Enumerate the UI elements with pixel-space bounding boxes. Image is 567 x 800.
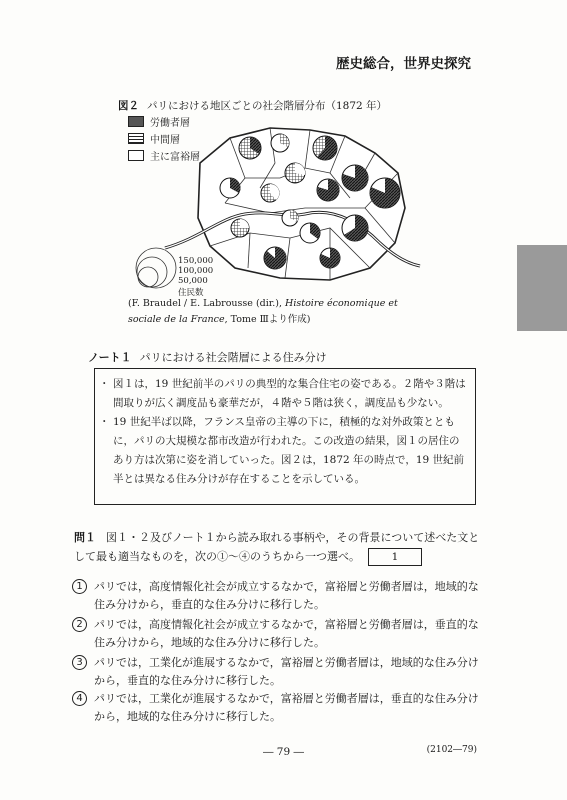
answer-box[interactable]: 1 [368, 548, 422, 566]
legend-swatch-middle [128, 133, 144, 144]
source-title: sociale de la France [128, 314, 225, 325]
legend-label: 中間層 [150, 135, 180, 146]
choice-number: 2 [72, 617, 87, 632]
choice-4[interactable] [76, 690, 484, 726]
legend-swatch-wealthy [128, 150, 144, 161]
choice-text: パリでは，工業化が進展するなかで，富裕層と労働者層は，地域的な住み分けから，垂直的な住み分けに移行した。 [94, 656, 479, 687]
choice-number: 3 [72, 655, 87, 670]
note-label: ノート１ [88, 351, 132, 364]
map-legend [128, 113, 200, 164]
scale-label: 住民数 [178, 288, 204, 298]
question-number: 問１ [74, 531, 96, 544]
page-code: (2102―79) [426, 745, 477, 755]
choice-number: 4 [72, 691, 87, 706]
section-title: 歴史総合，世界史探究 [336, 56, 471, 72]
legend-label: 労働者層 [150, 118, 190, 129]
note-title: パリにおける社会階層による住み分け [139, 351, 327, 364]
side-index-tab [517, 245, 567, 331]
note-heading [88, 349, 327, 365]
question [74, 528, 484, 566]
scale-value: 100,000 [178, 266, 214, 276]
scale-value: 50,000 [178, 276, 208, 286]
source-title: Histoire économique et [285, 298, 398, 309]
figure-source [128, 296, 488, 328]
choice-1[interactable] [76, 578, 484, 614]
page-number: ― 79 ― [262, 746, 305, 758]
figure-title: パリにおける地区ごとの社会階層分布（1872 年） [147, 100, 388, 112]
note-bullet: ・ 19 世紀半ば以降，フランス皇帝の主導の下に，積極的な対外政策とともに，パリの大規模な都市改造が行われた。この改造の結果，図１の居住のあり方は次第に姿を消していった。図２は，1872 年の時点で，19 世紀前半とは異なる住み分けが存在することを示している。 [103, 413, 467, 489]
figure-label: 図２ [118, 100, 139, 112]
choice-text: パリでは，高度情報化社会が成立するなかで，富裕層と労働者層は，垂直的な住み分けから，地域的な住み分けに移行した。 [94, 618, 479, 649]
source-text: , Tome Ⅲより作成) [224, 314, 311, 325]
legend-label: 主に富裕層 [150, 152, 200, 163]
choice-text: パリでは，高度情報化社会が成立するなかで，富裕層と労働者層は，地域的な住み分けから，垂直的な住み分けに移行した。 [94, 580, 479, 611]
figure-caption [118, 98, 387, 113]
note-bullet: ・ 図１は，19 世紀前半のパリの典型的な集合住宅の姿である。２階や３階は間取りが広く調度品も豪華だが，４階や５階は狭く，調度品も少ない。 [103, 375, 467, 413]
choice-text: パリでは，工業化が進展するなかで，富裕層と労働者層は，垂直的な住み分けから，地域的な住み分けに移行した。 [94, 692, 479, 723]
scale-value: 150,000 [178, 256, 214, 266]
choice-2[interactable] [76, 616, 484, 652]
note-box [94, 368, 476, 505]
question-text: 図１・２及びノート１から読み取れる事柄や，その背景について述べた文として最も適当なものを，次の①～④のうちから一つ選べ。 [74, 531, 480, 563]
choice-number: 1 [72, 579, 87, 594]
population-scale-labels [178, 256, 213, 298]
choice-3[interactable] [76, 654, 484, 690]
population-scale [136, 248, 176, 288]
source-text: (F. Braudel / E. Labrousse (dir.), [128, 298, 283, 309]
legend-swatch-worker [128, 116, 144, 127]
